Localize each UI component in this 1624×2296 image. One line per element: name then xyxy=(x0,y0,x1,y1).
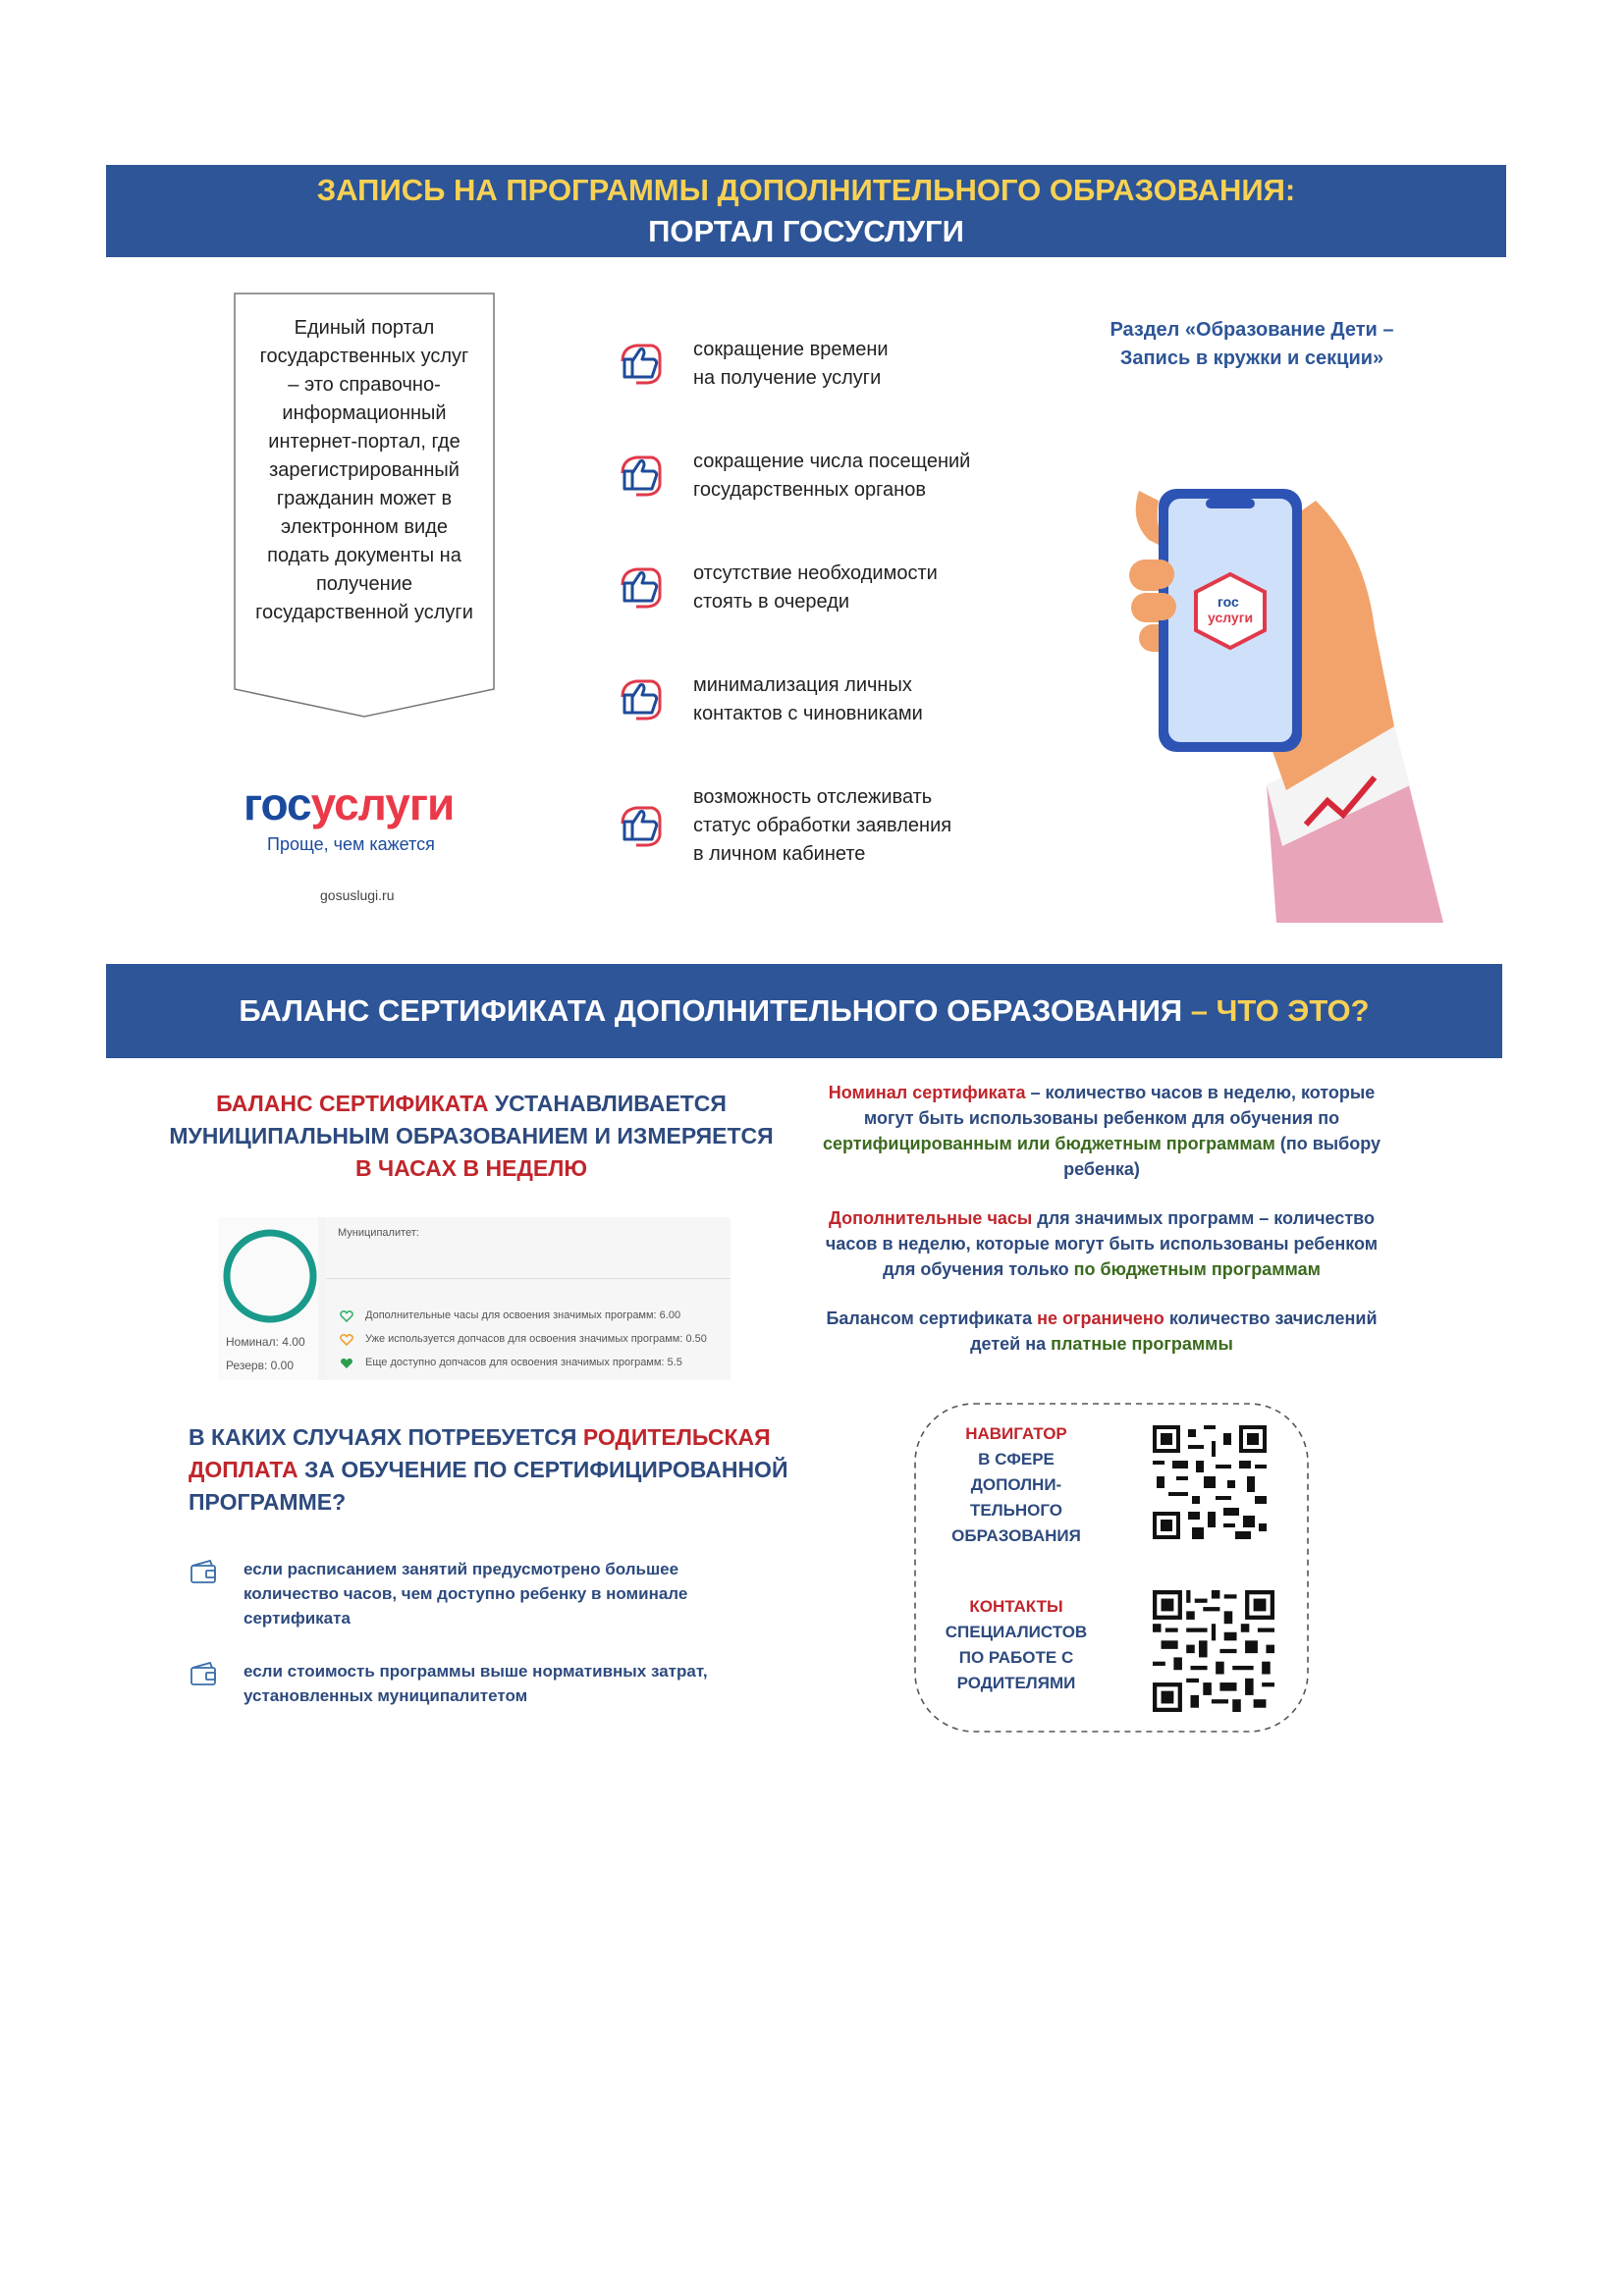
header-banner-gosuslugi xyxy=(106,165,1506,257)
banner-title-line2: ПОРТАЛ ГОСУСЛУГИ xyxy=(648,214,964,248)
logo-uslugi: услуги xyxy=(310,778,455,829)
benefit-item xyxy=(617,671,923,728)
heart-outline-icon xyxy=(340,1309,353,1323)
def-extra-term: Дополнительные часы xyxy=(829,1208,1033,1228)
qr-code-navigator[interactable] xyxy=(1153,1425,1267,1539)
case-text: если стоимость программы выше нормативных затрат, установленных муниципалитетом xyxy=(244,1662,708,1705)
def-balance-text2: количество зачислений детей на xyxy=(970,1308,1378,1354)
qr-contacts-title: КОНТАКТЫ xyxy=(969,1597,1063,1616)
def-nominal-tail: (по выбору ребенка) xyxy=(1063,1134,1381,1179)
balance-heading-rest: УСТАНАВЛИВАЕТСЯ xyxy=(488,1091,727,1116)
definition-extra-hours xyxy=(817,1205,1386,1282)
balance-heading xyxy=(157,1088,785,1185)
def-balance-green: платные программы xyxy=(1051,1334,1233,1354)
case-item xyxy=(189,1659,758,1708)
portal-description-text: Единый портал государственных услуг – это справочно-информационный интернет-портал, где зарегистрированный гражданин может в электронном виде подать документы на получение государственной услуги xyxy=(255,317,473,623)
widget-details-panel xyxy=(326,1217,731,1380)
benefit-item xyxy=(617,448,970,505)
def-nominal-green: сертифицированным или бюджетным программам xyxy=(822,1134,1275,1153)
header-banner-balance xyxy=(106,964,1502,1058)
cases-heading-part2: ЗА ОБУЧЕНИЕ ПО СЕРТИФИЦИРОВАННОЙ xyxy=(298,1457,788,1482)
benefit-item xyxy=(617,336,889,393)
qr-navigator-title: НАВИГАТОР xyxy=(965,1424,1067,1443)
cases-heading-part1: В КАКИХ СЛУЧАЯХ ПОТРЕБУЕТСЯ xyxy=(189,1424,583,1450)
balance-heading-line2: МУНИЦИПАЛЬНЫМ ОБРАЗОВАНИЕМ И ИЗМЕРЯЕТСЯ xyxy=(169,1123,774,1148)
banner-title-line1: ЗАПИСЬ НА ПРОГРАММЫ ДОПОЛНИТЕЛЬНОГО ОБРАЗОВАНИЯ: xyxy=(316,173,1296,207)
thumbs-up-icon xyxy=(617,802,666,851)
def-balance-red: не ограничено xyxy=(1037,1308,1164,1328)
def-nominal-text: – количество часов в неделю, которые могут быть использованы ребенком для обучения по xyxy=(863,1083,1376,1128)
widget-municipality-label: Муниципалитет: xyxy=(338,1227,419,1239)
widget-row-used-hours: Уже используется допчасов для освоения значимых программ: 0.50 xyxy=(365,1333,707,1345)
widget-balance-panel xyxy=(218,1217,318,1380)
widget-divider xyxy=(326,1278,731,1279)
widget-row-available-hours: Еще доступно допчасов для освоения значимых программ: 5.5 xyxy=(365,1357,682,1368)
thumbs-up-icon xyxy=(617,340,666,389)
benefit-text: отсутствие необходимости стоять в очереди xyxy=(693,562,938,613)
qr-navigator-sub: В СФЕРЕ ДОПОЛНИ-ТЕЛЬНОГО ОБРАЗОВАНИЯ xyxy=(951,1450,1081,1545)
widget-row-extra-hours: Дополнительные часы для освоения значимых программ: 6.00 xyxy=(365,1309,681,1321)
cases-heading xyxy=(189,1421,817,1519)
hand-phone-illustration xyxy=(1110,461,1463,933)
thumbs-up-icon xyxy=(617,452,666,501)
case-item xyxy=(189,1557,758,1630)
qr-contacts-label xyxy=(933,1594,1100,1696)
benefit-item xyxy=(617,783,951,869)
banner2-title: БАЛАНС СЕРТИФИКАТА ДОПОЛНИТЕЛЬНОГО ОБРАЗОВАНИЯ xyxy=(239,993,1183,1028)
logo-gos: гос xyxy=(244,778,311,829)
widget-nominal: Номинал: 4.00 xyxy=(226,1335,305,1349)
balance-heading-line3: В ЧАСАХ В НЕДЕЛЮ xyxy=(354,1155,588,1181)
logo-tagline: Проще, чем кажется xyxy=(267,834,435,854)
heart-filled-icon xyxy=(340,1357,353,1370)
qr-code-contacts[interactable] xyxy=(1153,1590,1274,1712)
def-extra-green: по бюджетным программам xyxy=(1073,1259,1321,1279)
balance-ring-icon xyxy=(218,1221,318,1329)
definition-nominal xyxy=(817,1080,1386,1182)
thumbs-up-icon xyxy=(617,675,666,724)
qr-codes-box xyxy=(913,1402,1310,1734)
cases-heading-red1: РОДИТЕЛЬСКАЯ xyxy=(582,1424,771,1450)
definition-balance xyxy=(817,1306,1386,1357)
benefit-text: минимализация личных контактов с чиновниками xyxy=(693,674,923,724)
cases-heading-part3: ПРОГРАММЕ? xyxy=(189,1489,347,1515)
benefit-item xyxy=(617,560,938,616)
def-balance-text: Балансом сертификата xyxy=(826,1308,1038,1328)
qr-contacts-sub: СПЕЦИАЛИСТОВ ПО РАБОТЕ С РОДИТЕЛЯМИ xyxy=(945,1623,1088,1692)
benefit-text: возможность отслеживать статус обработки заявления в личном кабинете xyxy=(693,786,952,865)
qr-navigator-label xyxy=(933,1421,1100,1549)
gosuslugi-logo xyxy=(244,777,454,830)
phone-logo-gos: гос xyxy=(1218,594,1239,610)
banner2-accent: – ЧТО ЭТО? xyxy=(1182,993,1370,1028)
wallet-icon xyxy=(189,1557,218,1586)
certificate-balance-widget xyxy=(218,1217,731,1380)
cases-heading-red2: ДОПЛАТА xyxy=(189,1457,298,1482)
case-text: если расписанием занятий предусмотрено большее количество часов, чем доступно ребенку в номинале сертификата xyxy=(244,1560,688,1628)
def-nominal-term: Номинал сертификата xyxy=(828,1083,1026,1102)
balance-heading-red: БАЛАНС СЕРТИФИКАТА xyxy=(216,1091,489,1116)
benefit-text: сокращение времени на получение услуги xyxy=(693,339,889,389)
benefit-text: сокращение числа посещений государственных органов xyxy=(693,451,971,501)
education-section-label: Раздел «Образование Дети – Запись в кружки и секции» xyxy=(1110,319,1394,369)
heart-outline-icon xyxy=(340,1333,353,1347)
wallet-icon xyxy=(189,1659,218,1688)
thumbs-up-icon xyxy=(617,563,666,613)
portal-description-box xyxy=(234,293,495,715)
phone-logo-uslugi: услуги xyxy=(1208,610,1254,625)
logo-site: gosuslugi.ru xyxy=(320,887,395,903)
def-extra-text: для значимых программ – количество часов в неделю, которые могут быть использованы ребенком для обучения только xyxy=(825,1208,1379,1279)
widget-reserve: Резерв: 0.00 xyxy=(226,1359,294,1372)
